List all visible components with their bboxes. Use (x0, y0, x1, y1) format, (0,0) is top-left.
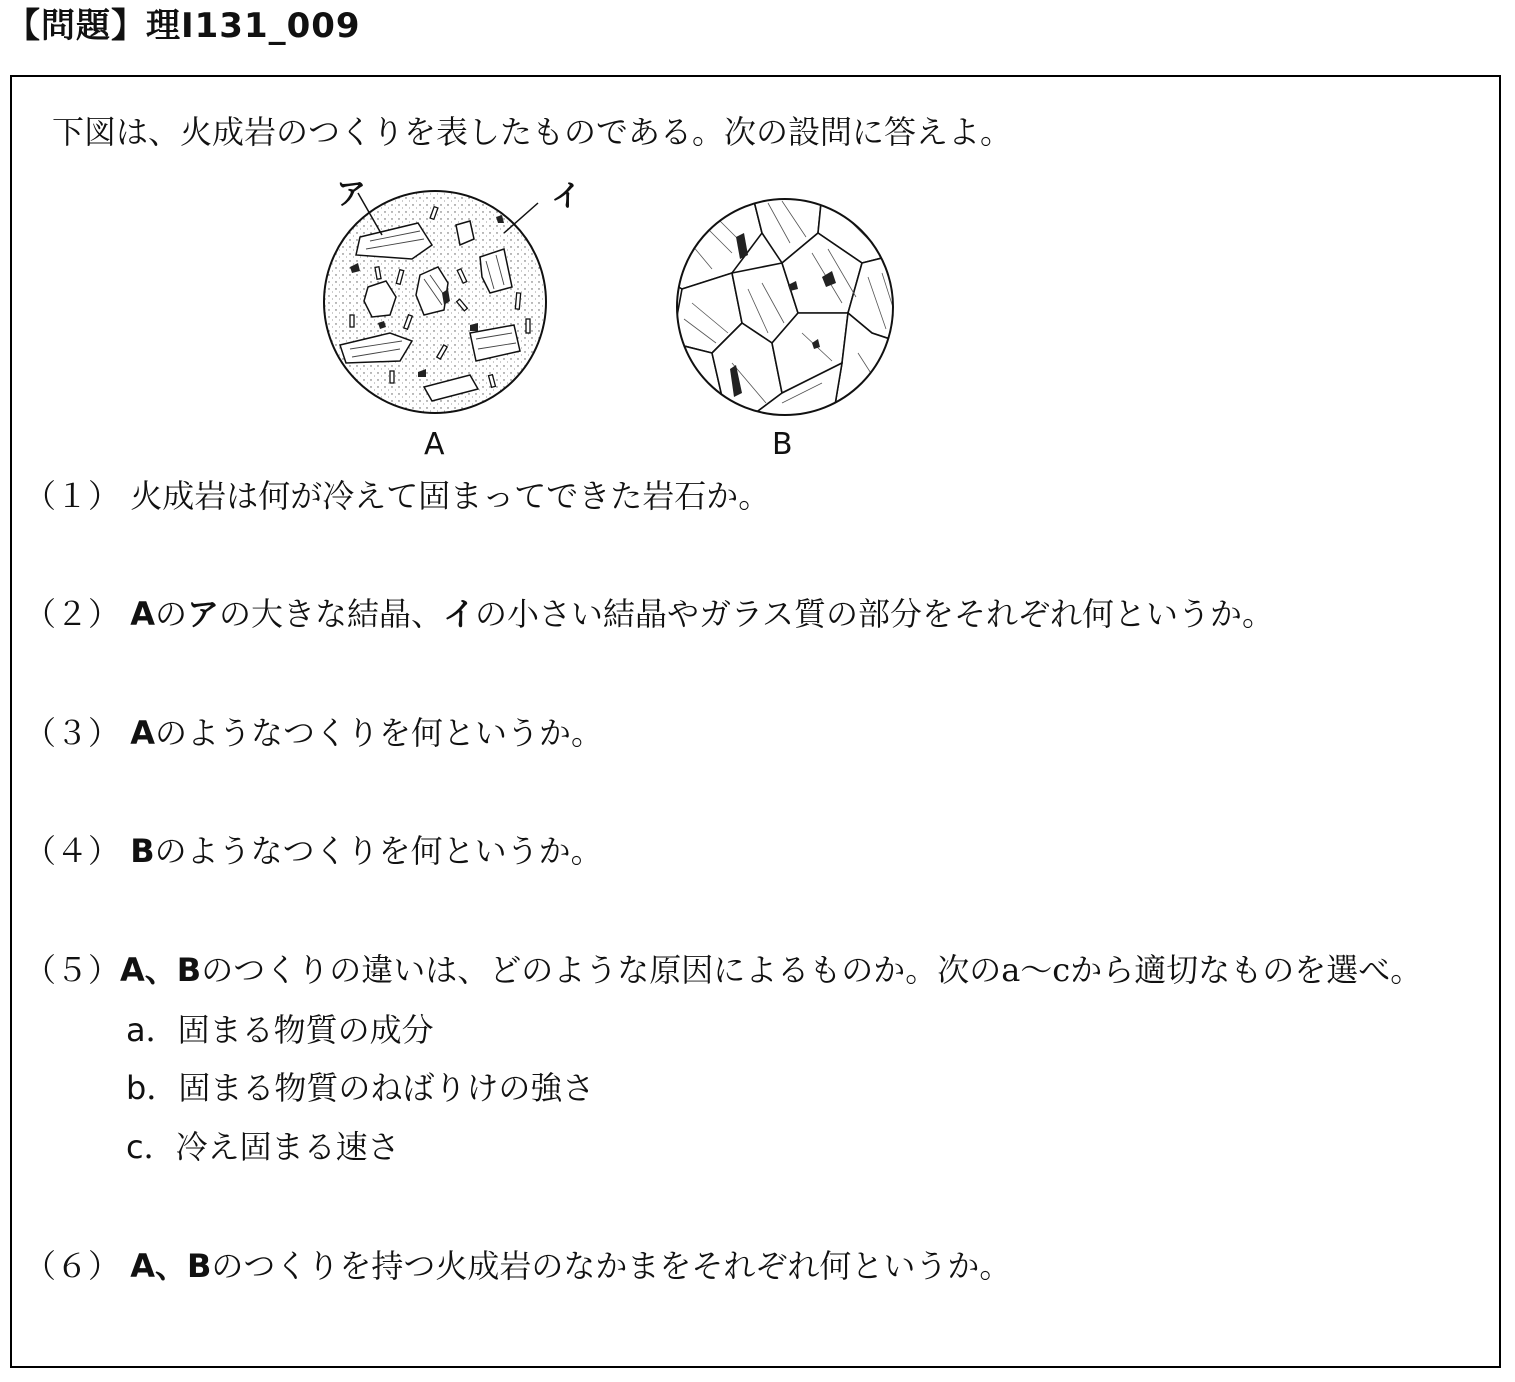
question-5 (24, 950, 1422, 990)
question-text: の小さい結晶やガラス質の部分をそれぞれ何というか。 (475, 595, 1275, 633)
question-2 (24, 594, 1274, 634)
choice-letter: c． (126, 1128, 176, 1166)
choice-text: 固まる物質の成分 (177, 1011, 434, 1049)
label-a-part: ア (336, 177, 366, 212)
question-bold-text: B (130, 832, 155, 870)
question-bold-text: ア (186, 595, 219, 633)
question-text: のつくりの違いは、どのような原因によるものか。次のa～cから適切なものを選べ。 (201, 951, 1423, 989)
question-text: のようなつくりを何というか。 (154, 714, 603, 752)
figure-b-equigranular (672, 193, 902, 423)
question-bold-text: A (130, 595, 155, 633)
question-text: の (154, 595, 187, 633)
question-text: のようなつくりを何というか。 (154, 832, 603, 870)
choice-text: 冷え固まる速さ (175, 1128, 400, 1166)
choice-letter: a． (126, 1011, 178, 1049)
question-number: （４） (24, 832, 121, 870)
question-number: （１） (24, 477, 121, 515)
choice-a (126, 1010, 434, 1050)
page-title: 【問題】理I131_009 (6, 6, 361, 46)
question-text: の大きな結晶、 (218, 595, 443, 633)
caption-a: A (424, 427, 445, 462)
question-number: （６） (24, 1247, 121, 1285)
label-i-part: イ (551, 179, 581, 214)
caption-b: B (772, 427, 793, 462)
question-1 (24, 476, 770, 516)
question-bold-text: A (130, 714, 155, 752)
question-3 (24, 713, 603, 753)
choice-text: 固まる物質のねばりけの強さ (178, 1069, 595, 1107)
question-text: 火成岩は何が冷えて固まってできた岩石か。 (130, 477, 771, 515)
question-text: のつくりを持つ火成岩のなかまをそれぞれ何というか。 (211, 1247, 1012, 1285)
choice-letter: b． (126, 1069, 179, 1107)
choice-b (126, 1068, 594, 1108)
question-number: （５） (24, 951, 121, 989)
question-number: （３） (24, 714, 121, 752)
question-bold-text: A、B (130, 1247, 212, 1285)
question-number: （２） (24, 595, 121, 633)
question-6 (24, 1246, 1011, 1286)
question-4 (24, 831, 603, 871)
question-bold-text: イ (443, 595, 476, 633)
intro-text: 下図は、火成岩のつくりを表したものである。次の設問に答えよ。 (52, 113, 1013, 151)
question-bold-text: A、B (120, 951, 202, 989)
choice-c (126, 1127, 400, 1167)
